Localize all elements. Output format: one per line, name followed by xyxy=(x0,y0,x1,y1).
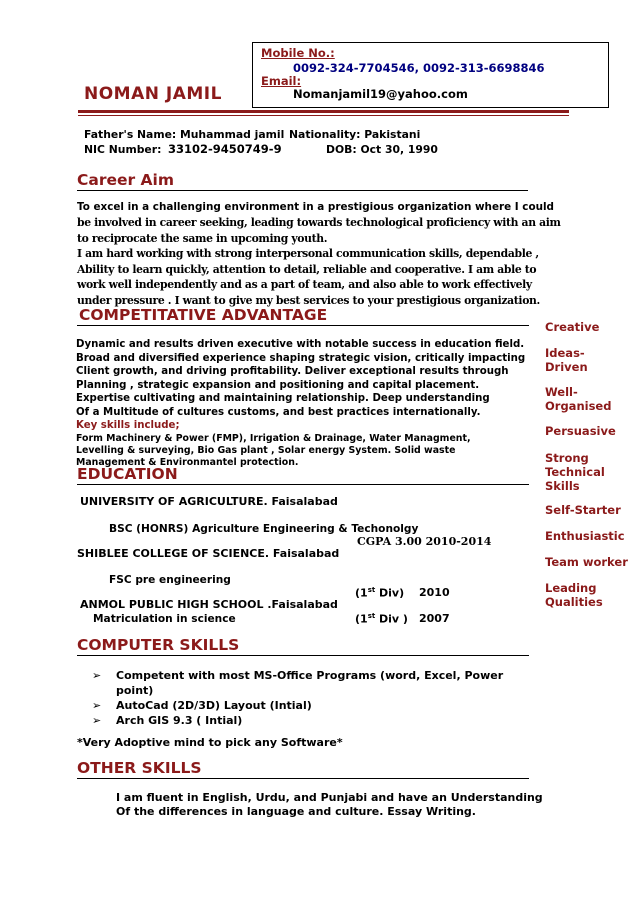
competitive-heading: COMPETITATIVE ADVANTAGE xyxy=(79,306,328,324)
computer-skill-item xyxy=(92,668,537,683)
career-aim-line: be involved in career seeking, leading towards technological proficiency with an aim xyxy=(77,216,561,229)
software-note: *Very Adoptive mind to pick any Software* xyxy=(77,736,343,749)
career-aim-rule xyxy=(77,190,528,191)
nic-value: 33102-9450749-9 xyxy=(168,142,282,156)
competitive-text xyxy=(76,338,525,469)
key-skills-line: Form Machinery & Power (FMP), Irrigation & Drainage, Water Managment, xyxy=(76,432,471,444)
contact-box xyxy=(252,42,609,108)
matric-year: 2007 xyxy=(419,612,450,625)
trait-team-worker: Team worker xyxy=(545,555,628,569)
arrow-bullet-icon: ➢ xyxy=(92,699,102,712)
cgpa: CGPA 3.00 2010-2014 xyxy=(357,535,492,548)
fsc-division: (1st Div) xyxy=(355,586,405,600)
competitive-line: Dynamic and results driven executive with notable success in education field. xyxy=(76,339,525,350)
education-heading: EDUCATION xyxy=(77,465,178,483)
nationality: Nationality: Pakistani xyxy=(289,128,421,141)
career-aim-line: Ability to learn quickly, attention to detail, reliable and cooperative. I am able to xyxy=(77,262,537,276)
computer-skill-item xyxy=(92,698,312,713)
computer-skill-text: AutoCad (2D/3D) Layout (Intial) xyxy=(116,699,312,712)
trait-ideas-driven: Ideas- Driven xyxy=(545,346,588,374)
computer-skill-text: Competent with most MS-Office Programs (word, Excel, Power xyxy=(116,669,504,682)
trait-technical-skills: Strong Technical Skills xyxy=(545,451,605,493)
trait-self-starter: Self-Starter xyxy=(545,503,621,517)
competitive-line: Planning , strategic expansion and positioning and capital placement. xyxy=(76,379,480,391)
header-divider xyxy=(78,110,569,113)
other-skills-line: Of the differences in language and culture. Essay Writing. xyxy=(116,805,476,818)
fsc-year: 2010 xyxy=(419,586,450,599)
bsc-degree: BSC (HONRS) Agriculture Engineering & Techonolgy xyxy=(109,523,419,535)
career-aim-line: work well independently and as a part of team, and also able to work effectively xyxy=(77,278,532,292)
career-aim-line: I am hard working with strong interpersonal communication skills, dependable , xyxy=(77,247,539,261)
other-skills-rule xyxy=(77,778,529,779)
college-name: SHIBLEE COLLEGE OF SCIENCE. Faisalabad xyxy=(77,547,340,560)
career-aim-heading: Career Aim xyxy=(77,171,175,189)
header-divider-thin xyxy=(78,115,569,116)
trait-creative: Creative xyxy=(545,320,600,334)
other-skills-heading: OTHER SKILLS xyxy=(77,759,202,777)
career-aim-line: To excel in a challenging environment in a prestigious organization where I could xyxy=(77,201,554,213)
computer-skills-heading: COMPUTER SKILLS xyxy=(77,636,240,654)
computer-skill-text: Arch GIS 9.3 ( Intial) xyxy=(116,714,243,727)
school-name: ANMOL PUBLIC HIGH SCHOOL .Faisalabad xyxy=(80,598,338,611)
education-rule xyxy=(77,484,529,485)
email-value: Nomanjamil19@yahoo.com xyxy=(293,87,468,101)
father-name: Father's Name: Muhammad jamil xyxy=(84,128,285,141)
arrow-bullet-icon: ➢ xyxy=(92,669,102,682)
computer-skill-item xyxy=(92,713,242,728)
computer-skill-continuation: point) xyxy=(116,684,154,697)
competitive-line: Expertise cultivating and maintaining relationship. Deep understanding xyxy=(76,393,490,404)
key-skills-label: Key skills include; xyxy=(76,420,180,431)
key-skills-line: Levelling & surveying, Bio Gas plant , Solar energy System. Solid waste xyxy=(76,444,456,456)
career-aim-line: to reciprocate the same in upcoming youth. xyxy=(77,231,328,245)
competitive-line: Client growth, and driving profitability. Deliver exceptional results through xyxy=(76,366,509,377)
computer-skills-rule xyxy=(77,655,529,656)
key-skills-line: Management & Environmantel protection. xyxy=(76,456,299,468)
other-skills-line: I am fluent in English, Urdu, and Punjabi and have an Understanding xyxy=(116,791,543,804)
trait-leading-qualities: Leading Qualities xyxy=(545,581,603,609)
matric-division: (1st Div ) xyxy=(355,612,408,626)
competitive-rule xyxy=(77,325,529,326)
competitive-line: Broad and diversified experience shaping strategic vision, critically impacting xyxy=(76,352,526,364)
arrow-bullet-icon: ➢ xyxy=(92,714,102,727)
trait-persuasive: Persuasive xyxy=(545,424,616,438)
career-aim-line: under pressure . I want to give my best services to your prestigious organization. xyxy=(77,293,540,307)
university-name: UNIVERSITY OF AGRICULTURE. Faisalabad xyxy=(80,495,338,508)
dob: DOB: Oct 30, 1990 xyxy=(326,143,438,156)
matric-degree: Matriculation in science xyxy=(93,613,236,625)
trait-enthusiastic: Enthusiastic xyxy=(545,529,625,543)
career-aim-text xyxy=(77,200,561,309)
mobile-label: Mobile No.: xyxy=(261,46,335,60)
mobile-value: 0092-324-7704546, 0092-313-6698846 xyxy=(293,61,545,75)
trait-well-organised: Well- Organised xyxy=(545,385,612,413)
competitive-line: Of a Multitude of cultures customs, and best practices internationally. xyxy=(76,406,481,418)
nic-label: NIC Number: xyxy=(84,143,162,156)
fsc-degree: FSC pre engineering xyxy=(109,574,231,586)
email-label: Email: xyxy=(261,74,302,88)
candidate-name: NOMAN JAMIL xyxy=(84,84,222,104)
